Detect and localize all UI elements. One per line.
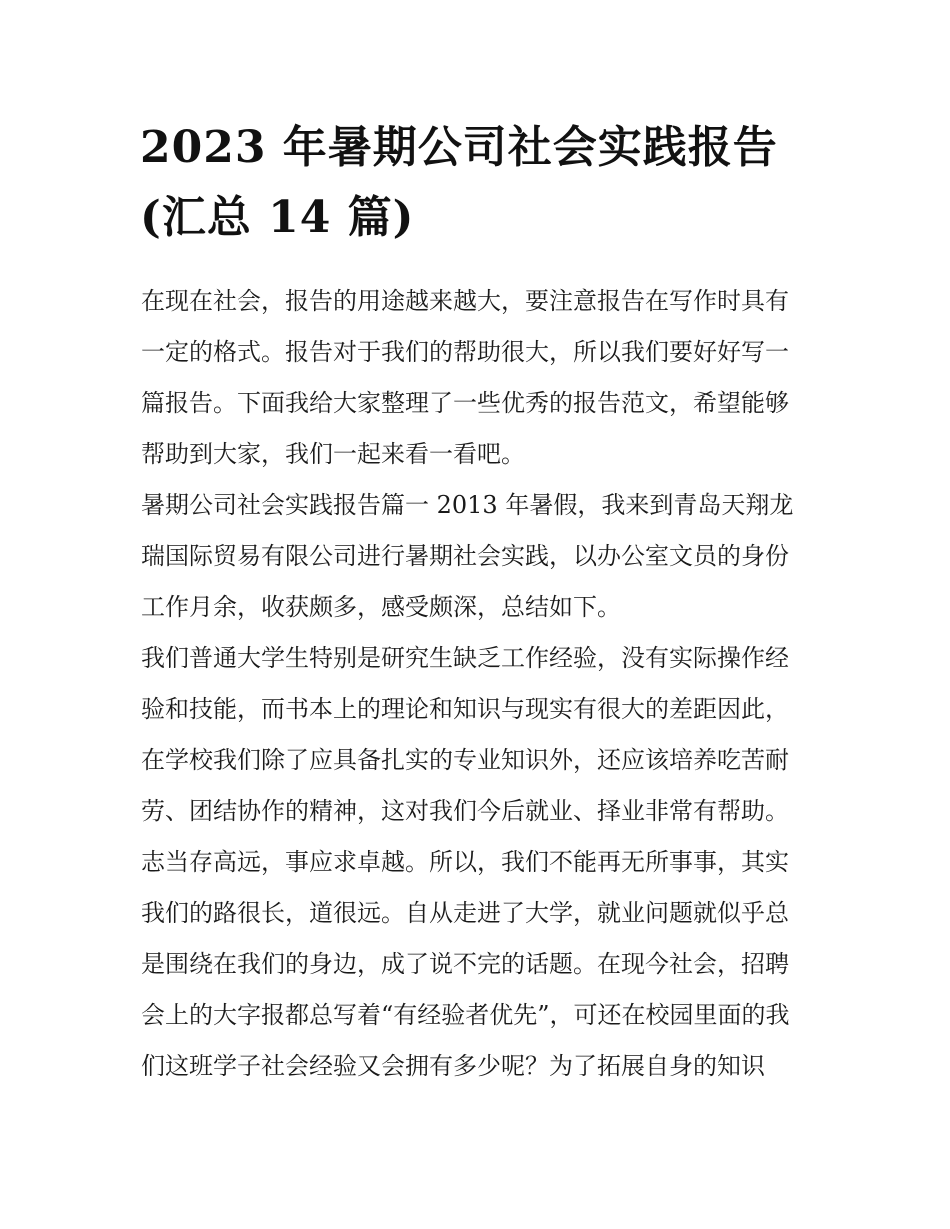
text-line: 一定的格式。报告对于我们的帮助很大，所以我们要好好写一: [141, 338, 789, 366]
paragraph-experience: [141, 637, 821, 841]
text-line: 劳、团结协作的精神，这对我们今后就业、择业非常有帮助。: [141, 797, 789, 825]
text-line: 在学校我们除了应具备扎实的专业知识外，还应该培养吃苦耐: [141, 746, 789, 774]
text-line: 是围绕在我们的身边，成了说不完的话题。在现今社会，招聘: [141, 950, 789, 978]
text-line: 瑞国际贸易有限公司进行暑期社会实践，以办公室文员的身份: [141, 542, 789, 570]
text-line: 暑期公司社会实践报告篇一 2013 年暑假，我来到青岛天翔龙: [141, 491, 794, 519]
paragraph-ambition: [141, 841, 821, 1096]
text-line: 篇报告。下面我给大家整理了一些优秀的报告范文，希望能够: [141, 389, 789, 417]
document-title: [140, 113, 820, 253]
text-line: 们这班学子社会经验又会拥有多少呢？为了拓展自身的知识: [141, 1052, 765, 1080]
text-line: 我们普通大学生特别是研究生缺乏工作经验，没有实际操作经: [141, 644, 789, 672]
text-line: 会上的大字报都总写着“有经验者优先”，可还在校园里面的我: [141, 1001, 790, 1029]
text-line: 工作月余，收获颇多，感受颇深，总结如下。: [141, 593, 621, 621]
paragraph-report-one: [141, 484, 821, 637]
title-line: (汇总 14 篇): [140, 192, 415, 243]
text-line: 验和技能，而书本上的理论和知识与现实有很大的差距因此，: [141, 695, 789, 723]
text-line: 我们的路很长，道很远。自从走进了大学，就业问题就似乎总: [141, 899, 789, 927]
text-line: 在现在社会，报告的用途越来越大，要注意报告在写作时具有: [141, 287, 789, 315]
paragraph-intro: [141, 280, 821, 484]
document-body: [141, 280, 821, 1096]
text-line: 帮助到大家，我们一起来看一看吧。: [141, 440, 525, 468]
title-line: 2023 年暑期公司社会实践报告: [140, 122, 778, 173]
text-line: 志当存高远，事应求卓越。所以，我们不能再无所事事，其实: [141, 848, 789, 876]
